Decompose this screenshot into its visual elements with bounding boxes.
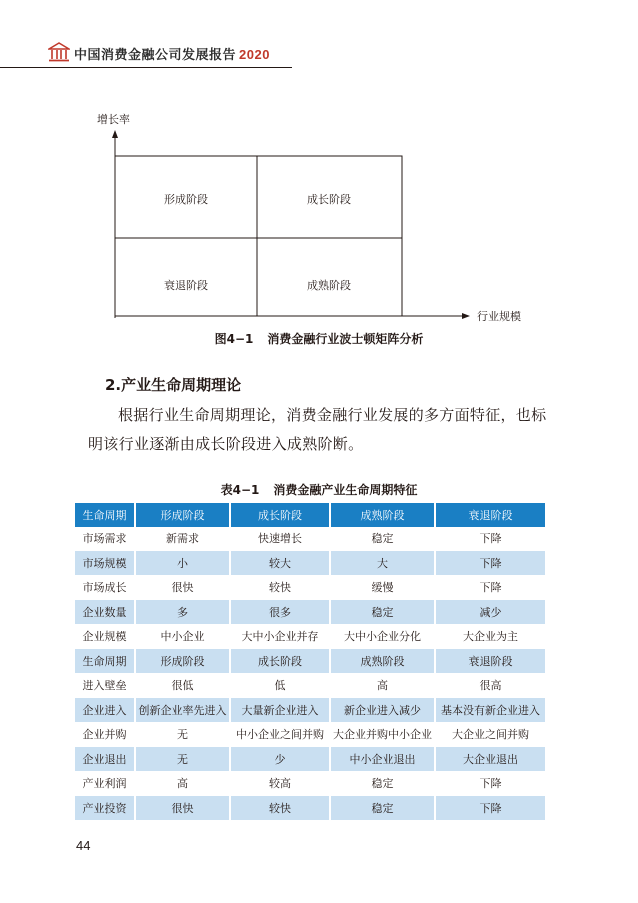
table-cell: 大企业之间并购 <box>435 722 545 747</box>
table-cell: 下降 <box>435 796 545 821</box>
section-heading: 2.产业生命周期理论 <box>105 376 242 394</box>
table-cell: 较快 <box>230 796 330 821</box>
y-axis-label: 增长率 <box>97 113 130 126</box>
table-row <box>75 624 545 649</box>
table-cell: 下降 <box>435 771 545 796</box>
table-cell: 下降 <box>435 551 545 576</box>
page-header <box>0 0 638 68</box>
table-row <box>75 600 545 625</box>
table-cell: 下降 <box>435 575 545 600</box>
table-row-label: 企业规模 <box>75 624 135 649</box>
table-cell: 创新企业率先进入 <box>135 698 230 723</box>
table-cell: 无 <box>135 722 230 747</box>
table-header-cell: 形成阶段 <box>135 503 230 527</box>
table-row-label: 企业进入 <box>75 698 135 723</box>
table-cell: 较大 <box>230 551 330 576</box>
body-paragraph: 根据行业生命周期理论，消费金融行业发展的多方面特征，也标明该行业逐渐由成长阶段进入成熟阶断。 <box>88 406 547 453</box>
table-cell: 下降 <box>435 527 545 551</box>
header-title-text: 中国消费金融公司发展报告 <box>74 48 237 63</box>
table-row-label: 生命周期 <box>75 649 135 674</box>
table-header-cell: 衰退阶段 <box>435 503 545 527</box>
header-title <box>74 44 270 63</box>
figure-caption-text: 消费金融行业波士顿矩阵分析 <box>267 332 424 346</box>
table-row <box>75 527 545 551</box>
table-row-label: 产业投资 <box>75 796 135 821</box>
table-cell: 大企业并购中小企业 <box>330 722 435 747</box>
table-cell: 基本没有新企业进入 <box>435 698 545 723</box>
table-cell: 很快 <box>135 575 230 600</box>
table-cell: 中小企业退出 <box>330 747 435 772</box>
table-cell: 小 <box>135 551 230 576</box>
table-header-cell: 成长阶段 <box>230 503 330 527</box>
table-row-label: 企业并购 <box>75 722 135 747</box>
table-header-cell: 成熟阶段 <box>330 503 435 527</box>
table-cell: 大量新企业进入 <box>230 698 330 723</box>
table-caption-number: 表4−1 <box>220 483 260 497</box>
table-row-label: 企业数量 <box>75 600 135 625</box>
table-caption <box>0 481 638 498</box>
table-cell: 高 <box>135 771 230 796</box>
table-cell: 稳定 <box>330 796 435 821</box>
table-caption-text: 消费金融产业生命周期特征 <box>273 483 418 497</box>
table-row <box>75 722 545 747</box>
table-cell: 无 <box>135 747 230 772</box>
table-cell: 大企业退出 <box>435 747 545 772</box>
table-cell: 较高 <box>230 771 330 796</box>
table-row-label: 企业退出 <box>75 747 135 772</box>
table-cell: 较快 <box>230 575 330 600</box>
table-body <box>75 527 545 821</box>
table-row <box>75 771 545 796</box>
table-cell: 低 <box>230 673 330 698</box>
table-cell: 大中小企业分化 <box>330 624 435 649</box>
table-cell: 中小企业之间并购 <box>230 722 330 747</box>
table-cell: 快速增长 <box>230 527 330 551</box>
table-header <box>75 503 545 527</box>
table-cell: 成长阶段 <box>230 649 330 674</box>
table-cell: 稳定 <box>330 771 435 796</box>
table-row <box>75 698 545 723</box>
y-axis-arrow <box>112 130 118 138</box>
building-logo-icon <box>48 42 70 62</box>
cell-top-left: 形成阶段 <box>164 193 208 206</box>
table-cell: 少 <box>230 747 330 772</box>
table-cell: 新企业进入减少 <box>330 698 435 723</box>
table-cell: 大 <box>330 551 435 576</box>
table-cell: 多 <box>135 600 230 625</box>
cell-bottom-left: 衰退阶段 <box>164 279 208 292</box>
table-cell: 中小企业 <box>135 624 230 649</box>
x-axis-label: 行业规模 <box>477 310 521 323</box>
page-number: 44 <box>76 838 91 853</box>
table-row-label: 产业利润 <box>75 771 135 796</box>
table-header-cell: 生命周期 <box>75 503 135 527</box>
table-cell: 大中小企业并存 <box>230 624 330 649</box>
table-cell: 很多 <box>230 600 330 625</box>
header-year: 2020 <box>239 47 270 62</box>
table-cell: 衰退阶段 <box>435 649 545 674</box>
table-cell: 形成阶段 <box>135 649 230 674</box>
table-cell: 减少 <box>435 600 545 625</box>
x-axis-arrow <box>462 313 470 319</box>
figure-caption-number: 图4−1 <box>214 332 254 346</box>
matrix-grid <box>115 156 402 316</box>
table-row-label: 进入壁垒 <box>75 673 135 698</box>
table-cell: 高 <box>330 673 435 698</box>
table-cell: 成熟阶段 <box>330 649 435 674</box>
table-row <box>75 796 545 821</box>
table-row <box>75 747 545 772</box>
table-cell: 新需求 <box>135 527 230 551</box>
table-row <box>75 649 545 674</box>
table-row <box>75 551 545 576</box>
table-cell: 缓慢 <box>330 575 435 600</box>
bcg-matrix-figure <box>95 108 535 328</box>
table-cell: 很高 <box>435 673 545 698</box>
table-cell: 稳定 <box>330 600 435 625</box>
table-row-label: 市场成长 <box>75 575 135 600</box>
header-rule <box>0 67 292 68</box>
table-cell: 很低 <box>135 673 230 698</box>
table-row-label: 市场规模 <box>75 551 135 576</box>
table-cell: 大企业为主 <box>435 624 545 649</box>
cell-top-right: 成长阶段 <box>307 193 351 206</box>
figure-caption <box>0 330 638 347</box>
cell-bottom-right: 成熟阶段 <box>307 279 351 292</box>
lifecycle-table <box>75 503 545 821</box>
table-row-label: 市场需求 <box>75 527 135 551</box>
table-cell: 很快 <box>135 796 230 821</box>
table-row <box>75 673 545 698</box>
table-row <box>75 575 545 600</box>
table-cell: 稳定 <box>330 527 435 551</box>
table-header-row <box>75 503 545 527</box>
